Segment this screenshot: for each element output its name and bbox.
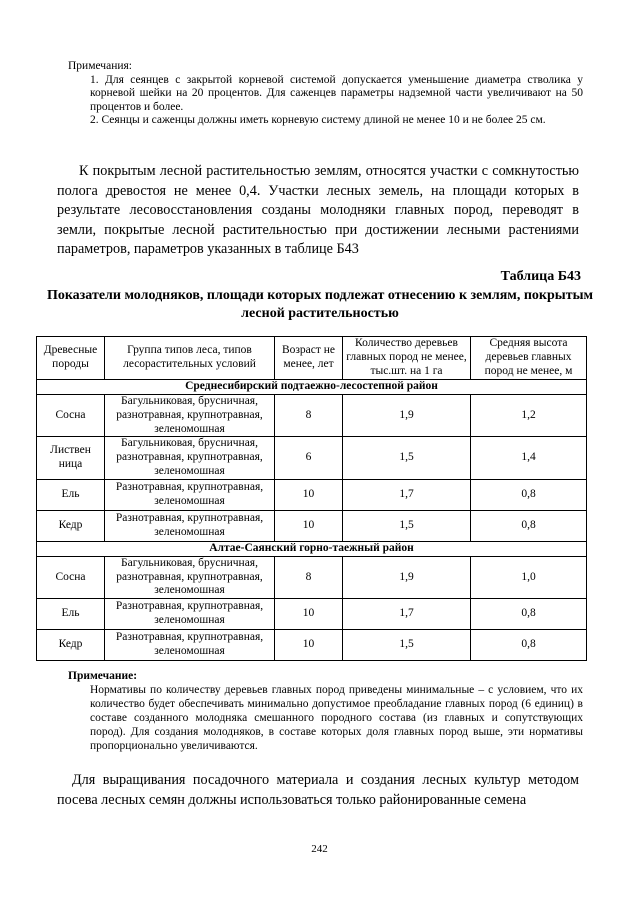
table-note-heading: Примечание:	[68, 670, 138, 682]
notes-top-heading: Примечания:	[68, 60, 132, 72]
cell-tree-count: 1,9	[343, 556, 471, 598]
table-note-text: Нормативы по количеству деревьев главных пород приведены минимальные – с условием, что их количество будет обеспечивать минимально допустимое преобладание главных пород (6 единиц) в составе созданного молодняка смешанного породного состава (из главных и сопутствующих пород). Для создания молодняков, в составе которых доля главных пород выше, эти нормативы пропорционально увеличиваются.	[90, 684, 583, 752]
table-note	[68, 669, 583, 753]
cell-age: 8	[275, 395, 343, 437]
cell-tree-count: 1,5	[343, 437, 471, 479]
cell-height: 1,2	[471, 395, 587, 437]
cell-species: Кедр	[37, 510, 105, 541]
header-forest-type: Группа типов леса, типов лесорастительных условий	[105, 337, 275, 380]
table-row	[37, 556, 587, 598]
table-label: Таблица Б43	[500, 269, 581, 284]
cell-forest-type: Разнотравная, крупнотравная, зеленомошная	[105, 479, 275, 510]
cell-species: Листвен ница	[37, 437, 105, 479]
cell-age: 10	[275, 510, 343, 541]
cell-age: 8	[275, 556, 343, 598]
cell-forest-type: Багульниковая, брусничная, разнотравная, крупнотравная, зеленомошная	[105, 395, 275, 437]
cell-forest-type: Разнотравная, крупнотравная, зеленомошная	[105, 510, 275, 541]
cell-forest-type: Разнотравная, крупнотравная, зеленомошная	[105, 630, 275, 661]
cell-tree-count: 1,7	[343, 479, 471, 510]
cell-height: 1,0	[471, 556, 587, 598]
cell-tree-count: 1,7	[343, 599, 471, 630]
cell-forest-type: Разнотравная, крупнотравная, зеленомошная	[105, 599, 275, 630]
cell-height: 0,8	[471, 479, 587, 510]
table-row	[37, 437, 587, 479]
cell-species: Кедр	[37, 630, 105, 661]
cell-age: 10	[275, 599, 343, 630]
cell-height: 0,8	[471, 599, 587, 630]
region-name: Алтае-Саянский горно-таежный район	[37, 541, 587, 556]
table-title: Показатели молодняков, площади которых подлежат отнесению к землям, покрытым лесной растительностью	[46, 288, 594, 321]
table-row	[37, 599, 587, 630]
region-row	[37, 541, 587, 556]
cell-forest-type: Багульниковая, брусничная, разнотравная, крупнотравная, зеленомошная	[105, 556, 275, 598]
header-species: Древесные породы	[37, 337, 105, 380]
table-row	[37, 630, 587, 661]
region-name: Среднесибирский подтаежно-лесостепной район	[37, 380, 587, 395]
note-item-2: 2. Сеянцы и саженцы должны иметь корневую систему длиной не менее 10 и не более 25 см.	[90, 114, 546, 127]
cell-age: 10	[275, 630, 343, 661]
cell-forest-type: Багульниковая, брусничная, разнотравная, крупнотравная, зеленомошная	[105, 437, 275, 479]
cell-age: 6	[275, 437, 343, 479]
table-row	[37, 479, 587, 510]
cell-age: 10	[275, 479, 343, 510]
header-age: Возраст не менее, лет	[275, 337, 343, 380]
table-row	[37, 510, 587, 541]
cell-tree-count: 1,9	[343, 395, 471, 437]
region-row	[37, 380, 587, 395]
table-header-row	[37, 337, 587, 380]
cell-species: Сосна	[37, 395, 105, 437]
notes-top	[68, 60, 583, 128]
header-tree-count: Количество деревьев главных пород не менее, тыс.шт. на 1 га	[343, 337, 471, 380]
header-height: Средняя высота деревьев главных пород не менее, м	[471, 337, 587, 380]
table-row	[37, 395, 587, 437]
paragraph-seeds: Для выращивания посадочного материала и создания лесных культур методом посева лесных семян должны использоваться только районированные семена	[57, 772, 579, 808]
indicators-table	[36, 336, 587, 661]
cell-height: 0,8	[471, 510, 587, 541]
cell-tree-count: 1,5	[343, 630, 471, 661]
cell-species: Ель	[37, 479, 105, 510]
note-item-1: 1. Для сеянцев с закрытой корневой системой допускается уменьшение диаметра стволика у корневой шейки на 20 процентов. Для саженцев параметры надземной части увеличивают на 50 процентов и более.	[90, 73, 583, 113]
paragraph-forest-land: К покрытым лесной растительностью землям, относятся участки с сомкнутостью полога древостоя не менее 0,4. Участки лесных земель, на площади которых в результате лесовосстановления созданы молодняки главных пород, переводят в земли, покрытые лесной растительностью при достижении лесными растениями параметров, параметров указанных в таблице Б43	[57, 163, 579, 257]
cell-tree-count: 1,5	[343, 510, 471, 541]
cell-species: Ель	[37, 599, 105, 630]
cell-height: 1,4	[471, 437, 587, 479]
cell-species: Сосна	[37, 556, 105, 598]
cell-height: 0,8	[471, 630, 587, 661]
page-number: 242	[311, 843, 328, 855]
